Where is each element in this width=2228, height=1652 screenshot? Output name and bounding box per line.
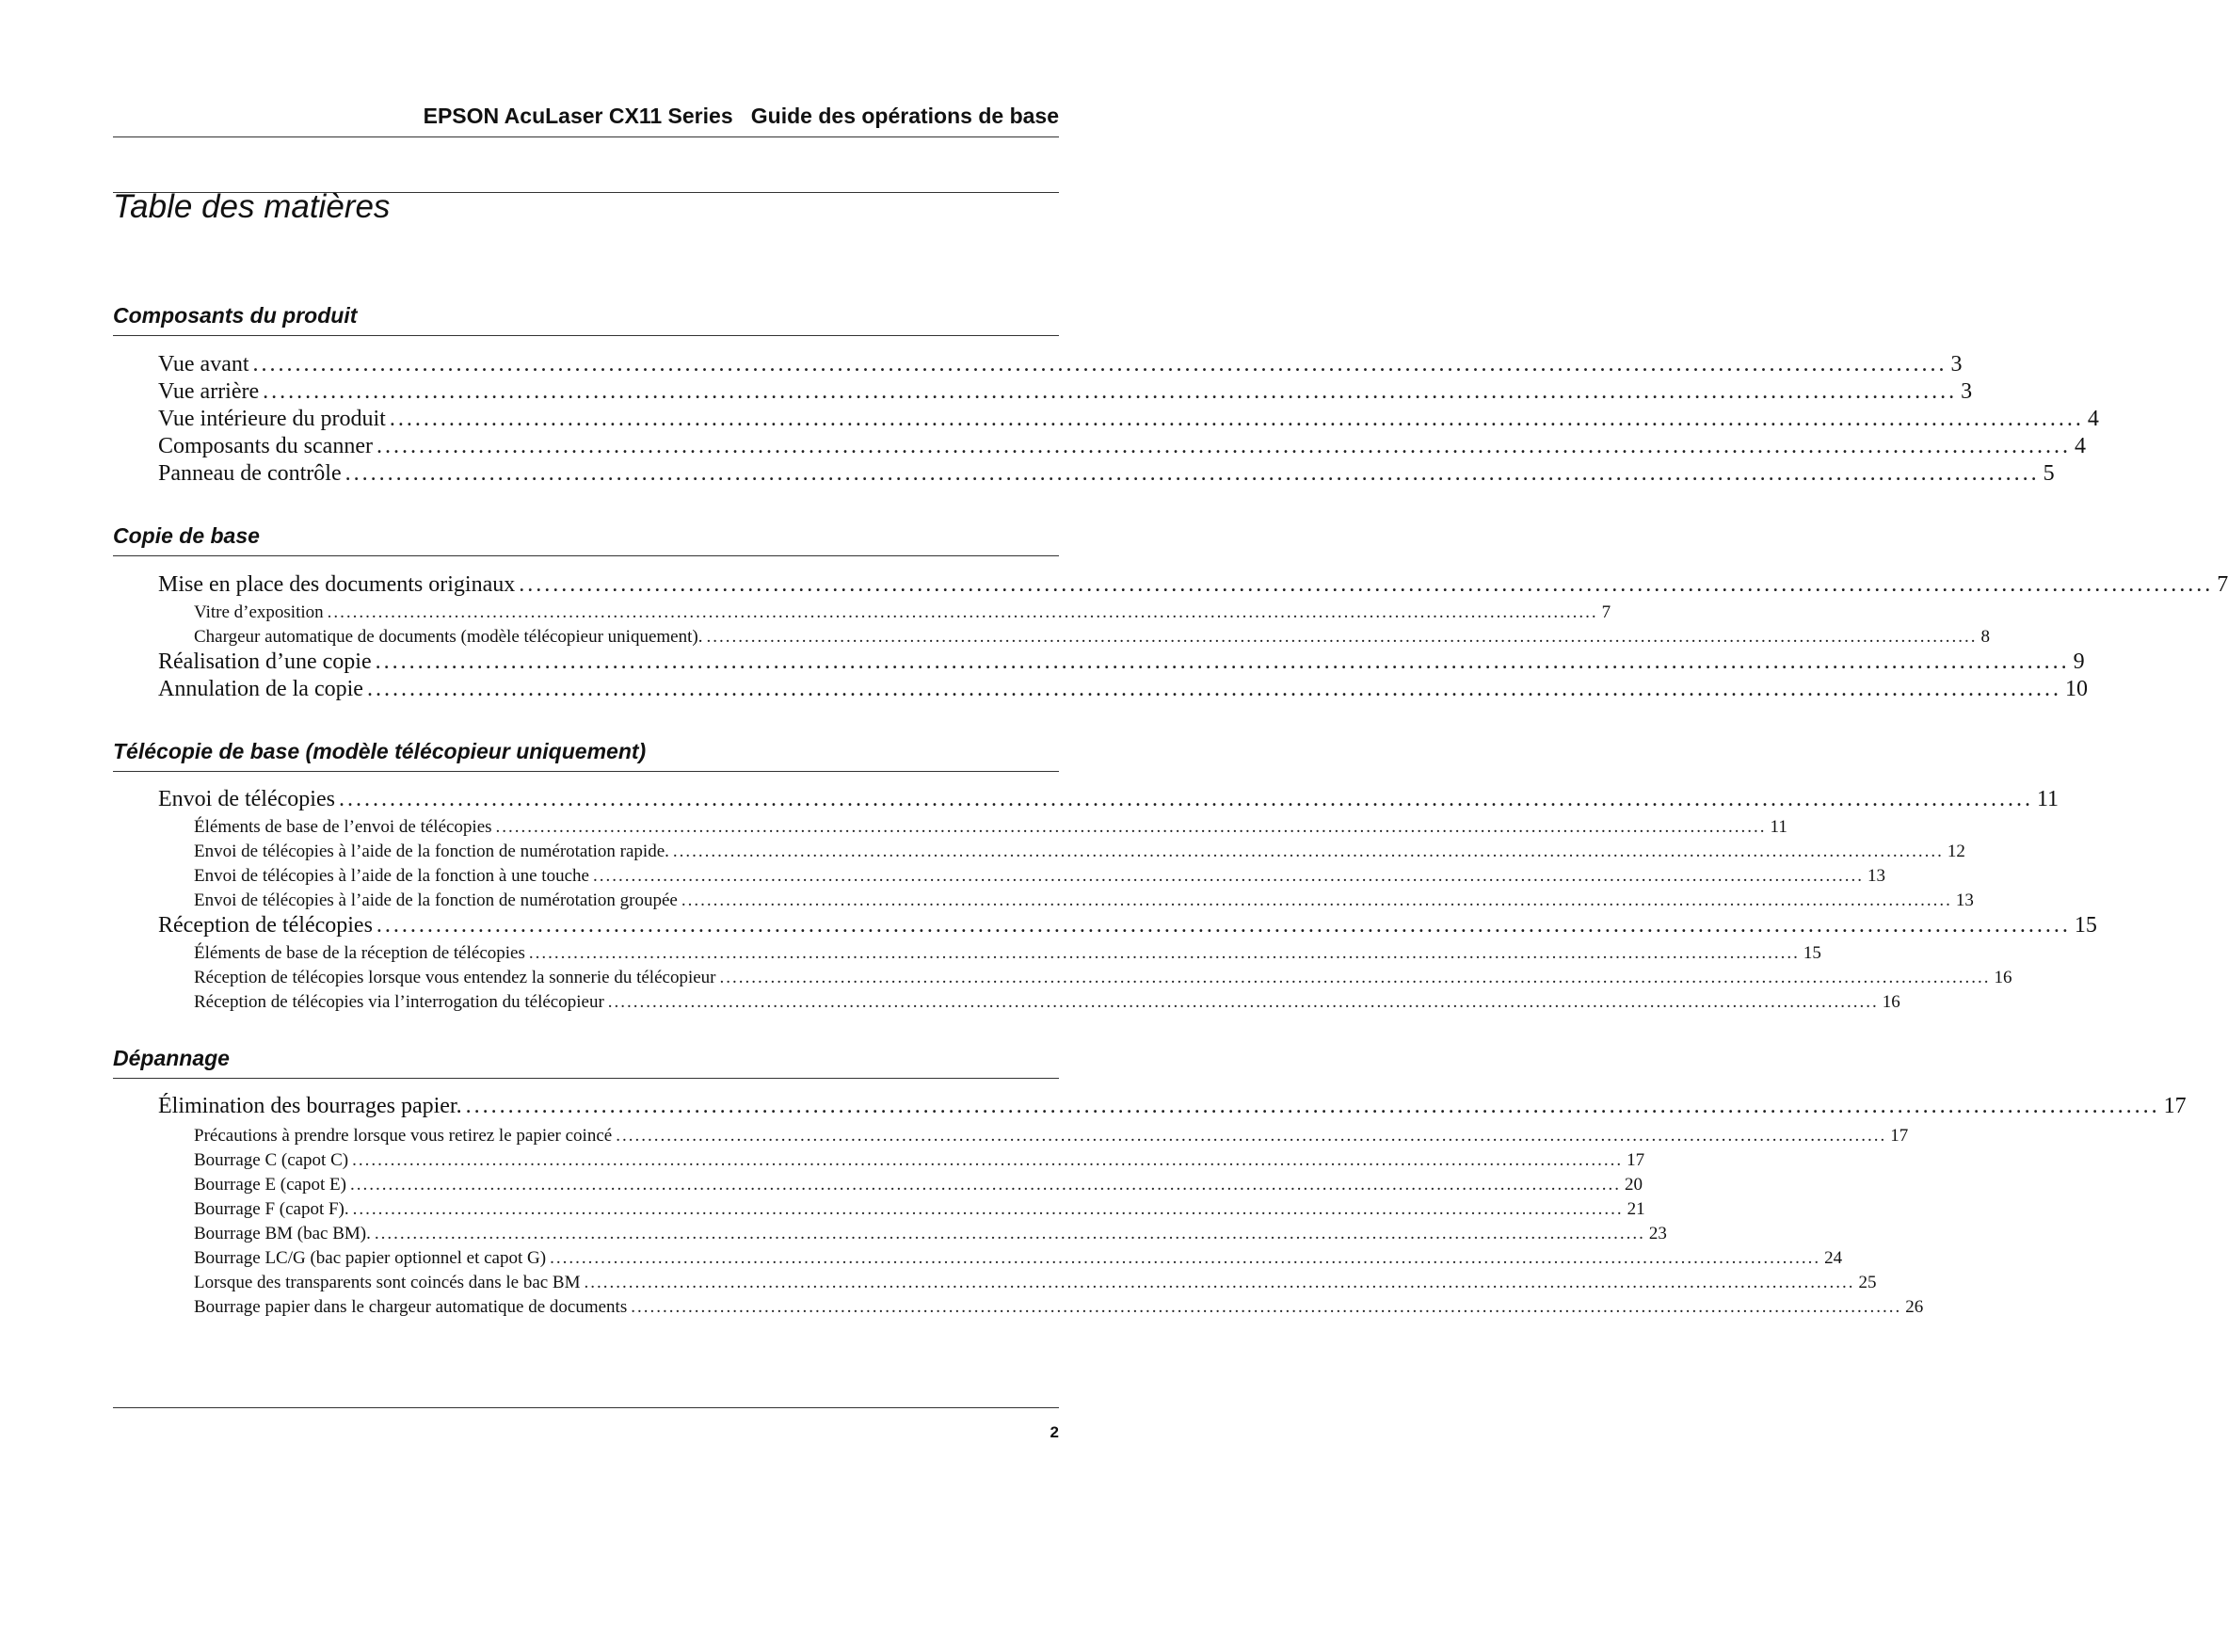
- toc-entry-label: Réception de télécopies: [158, 913, 373, 938]
- toc-entry-label: Bourrage BM (bac BM).: [194, 1224, 371, 1243]
- toc-entry-page: 3: [1961, 379, 1973, 404]
- toc-entry[interactable]: [194, 842, 1965, 862]
- toc-entry[interactable]: [194, 1297, 1924, 1318]
- toc-entry-label: Lorsque des transparents sont coincés dans le bac BM: [194, 1273, 581, 1292]
- toc-entry-label: Annulation de la copie: [158, 677, 363, 701]
- toc-leader: ........................................................................................................................................................................................................: [706, 627, 1978, 647]
- toc-leader: ........................................................................................................................................................................................................: [252, 352, 1947, 377]
- toc-entry-page: 16: [1994, 968, 2012, 987]
- toc-entry[interactable]: [158, 1094, 2187, 1119]
- section-rule: [113, 1078, 1059, 1079]
- toc-entry[interactable]: [194, 817, 1787, 838]
- toc-entry-label: Précautions à prendre lorsque vous retirez le papier coincé: [194, 1126, 613, 1146]
- toc-leader: ........................................................................................................................................................................................................: [376, 434, 2071, 458]
- toc-leader: ........................................................................................................................................................................................................: [672, 842, 1944, 861]
- toc-entry-label: Vue intérieure du produit: [158, 407, 386, 431]
- toc-entry-page: 11: [2036, 787, 2060, 811]
- toc-entry-page: 9: [2073, 650, 2085, 674]
- toc-entry-label: Envoi de télécopies à l’aide de la fonction de numérotation rapide.: [194, 842, 669, 861]
- toc-entry-label: Éléments de base de l’envoi de télécopies: [194, 817, 492, 837]
- toc-entry[interactable]: [194, 1199, 1645, 1220]
- toc-leader: ........................................................................................................................................................................................................: [607, 992, 1879, 1012]
- toc-entry-label: Réception de télécopies lorsque vous entendez la sonnerie du télécopieur: [194, 968, 716, 987]
- section-rule: [113, 555, 1059, 556]
- toc-entry-label: Élimination des bourrages papier.: [158, 1094, 462, 1118]
- toc-entry-label: Réception de télécopies via l’interrogation du télécopieur: [194, 992, 604, 1012]
- page-number: 2: [1050, 1423, 1059, 1441]
- toc-entry[interactable]: [158, 461, 2055, 487]
- toc-entry-label: Bourrage LC/G (bac papier optionnel et capot G): [194, 1248, 547, 1268]
- toc-entry-label: Réalisation d’une copie: [158, 650, 372, 674]
- toc-leader: ........................................................................................................................................................................................................: [584, 1273, 1855, 1292]
- toc-entry-label: Chargeur automatique de documents (modèle télécopieur uniquement).: [194, 627, 703, 647]
- toc-leader: ........................................................................................................................................................................................................: [681, 890, 1952, 910]
- toc-entry[interactable]: [194, 992, 1900, 1013]
- toc-entry[interactable]: [194, 866, 1885, 887]
- toc-entry-page: 4: [2074, 434, 2086, 458]
- toc-entry-label: Vue avant: [158, 352, 249, 377]
- section-title: Copie de base: [113, 523, 260, 548]
- toc-entry-label: Envoi de télécopies à l’aide de la fonction à une touche: [194, 866, 589, 886]
- toc-entry-page: 7: [2217, 572, 2228, 597]
- toc-entry-page: 5: [2043, 461, 2055, 486]
- toc-entry[interactable]: [194, 1273, 1877, 1293]
- toc-entry-page: 8: [1980, 627, 1990, 647]
- toc-leader: ........................................................................................................................................................................................................: [349, 1175, 1621, 1195]
- toc-entry-page: 3: [1950, 352, 1963, 377]
- section-title: Télécopie de base (modèle télécopieur uniquement): [113, 739, 647, 763]
- toc-entry[interactable]: [194, 1248, 1843, 1269]
- toc-leader: ........................................................................................................................................................................................................: [366, 677, 2061, 701]
- toc-entry-page: 13: [1955, 890, 1974, 910]
- toc-entry-label: Panneau de contrôle: [158, 461, 342, 486]
- toc-entry[interactable]: [158, 913, 2097, 938]
- toc-entry-page: 20: [1624, 1175, 1643, 1195]
- toc-leader: ........................................................................................................................................................................................................: [338, 787, 2033, 811]
- toc-entry[interactable]: [194, 627, 1990, 648]
- toc-leader: ........................................................................................................................................................................................................: [375, 650, 2070, 674]
- toc-leader: ........................................................................................................................................................................................................: [352, 1150, 1624, 1170]
- toc-entry-page: 10: [2064, 677, 2088, 701]
- toc-leader: ........................................................................................................................................................................................................: [374, 1224, 1645, 1243]
- toc-entry[interactable]: [158, 407, 2099, 432]
- toc-entry-page: 7: [1601, 602, 1611, 622]
- toc-leader: ........................................................................................................................................................................................................: [263, 379, 1958, 404]
- section-rule: [113, 335, 1059, 336]
- toc-entry[interactable]: [194, 943, 1821, 964]
- toc-entry[interactable]: [194, 890, 1974, 911]
- toc-entry-page: 17: [2163, 1094, 2187, 1118]
- toc-entry-page: 15: [1803, 943, 1821, 963]
- toc-entry-label: Composants du scanner: [158, 434, 373, 458]
- toc-entry-page: 24: [1824, 1248, 1843, 1268]
- toc-entry[interactable]: [158, 352, 1963, 377]
- toc-entry-page: 26: [1905, 1297, 1924, 1317]
- toc-entry-label: Vue arrière: [158, 379, 260, 404]
- toc-entry[interactable]: [194, 1224, 1667, 1244]
- toc-entry-label: Envoi de télécopies à l’aide de la fonction de numérotation groupée: [194, 890, 678, 910]
- toc-entry[interactable]: [194, 968, 2012, 988]
- toc-entry-label: Éléments de base de la réception de télécopies: [194, 943, 525, 963]
- toc-entry-page: 13: [1867, 866, 1885, 886]
- toc-entry-label: Envoi de télécopies: [158, 787, 335, 811]
- header-guide: Guide des opérations de base: [750, 104, 1059, 128]
- toc-entry-page: 25: [1858, 1273, 1877, 1292]
- toc-entry[interactable]: [158, 379, 1973, 405]
- toc-entry[interactable]: [158, 650, 2085, 675]
- toc-leader: ........................................................................................................................................................................................................: [550, 1248, 1821, 1268]
- toc-leader: ........................................................................................................................................................................................................: [519, 572, 2214, 597]
- toc-entry-label: Vitre d’exposition: [194, 602, 324, 622]
- page-title: Table des matières: [113, 188, 391, 225]
- toc-entry-label: Bourrage F (capot F).: [194, 1199, 349, 1219]
- toc-leader: ........................................................................................................................................................................................................: [631, 1297, 1902, 1317]
- toc-entry[interactable]: [194, 1150, 1645, 1171]
- footer-rule: [113, 1407, 1059, 1408]
- toc-leader: ........................................................................................................................................................................................................: [376, 913, 2071, 938]
- toc-entry-page: 4: [2087, 407, 2099, 431]
- toc-entry-label: Mise en place des documents originaux: [158, 572, 516, 597]
- toc-entry-page: 23: [1648, 1224, 1667, 1243]
- header-rule: [113, 136, 1059, 137]
- toc-leader: ........................................................................................................................................................................................................: [719, 968, 1991, 987]
- toc-entry[interactable]: [158, 434, 2086, 459]
- toc-entry-page: 15: [2074, 913, 2097, 938]
- toc-entry-label: Bourrage E (capot E): [194, 1175, 346, 1195]
- toc-leader: ........................................................................................................................................................................................................: [616, 1126, 1887, 1146]
- section-title: Dépannage: [113, 1046, 230, 1070]
- toc-entry-page: 21: [1627, 1199, 1645, 1219]
- toc-entry[interactable]: [158, 787, 2060, 812]
- toc-leader: ........................................................................................................................................................................................................: [352, 1199, 1624, 1219]
- header-product: EPSON AcuLaser CX11 Series: [423, 104, 733, 128]
- toc-leader: ........................................................................................................................................................................................................: [528, 943, 1800, 963]
- toc-entry-label: Bourrage C (capot C): [194, 1150, 349, 1170]
- toc-leader: ........................................................................................................................................................................................................: [345, 461, 2040, 486]
- toc-entry-label: Bourrage papier dans le chargeur automatique de documents: [194, 1297, 628, 1317]
- toc-entry[interactable]: [194, 1175, 1643, 1195]
- section-title: Composants du produit: [113, 303, 358, 328]
- toc-entry-page: 17: [1890, 1126, 1909, 1146]
- toc-leader: ........................................................................................................................................................................................................: [389, 407, 2084, 431]
- toc-entry-page: 16: [1882, 992, 1900, 1012]
- section-rule: [113, 771, 1059, 772]
- toc-entry[interactable]: [158, 572, 2228, 598]
- toc-leader: ........................................................................................................................................................................................................: [495, 817, 1767, 837]
- toc-entry-page: 12: [1947, 842, 1965, 861]
- toc-leader: ........................................................................................................................................................................................................: [592, 866, 1864, 886]
- running-header: [113, 104, 1059, 129]
- toc-entry-page: 17: [1627, 1150, 1645, 1170]
- toc-leader: ........................................................................................................................................................................................................: [465, 1094, 2160, 1118]
- toc-leader: ........................................................................................................................................................................................................: [327, 602, 1598, 622]
- toc-entry[interactable]: [158, 677, 2088, 702]
- toc-entry[interactable]: [194, 602, 1611, 623]
- toc-entry[interactable]: [194, 1126, 1909, 1147]
- toc-entry-page: 11: [1770, 817, 1787, 837]
